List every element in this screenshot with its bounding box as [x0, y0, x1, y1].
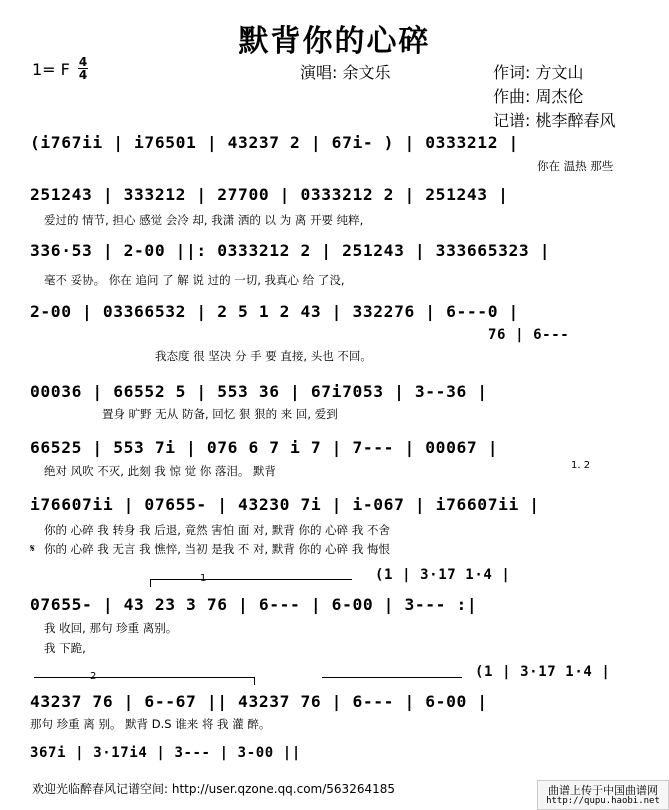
transcriber-credit: 记谱: 桃李醉春风	[493, 111, 616, 130]
watermark-stamp	[537, 780, 669, 810]
notation-line: i76607ii | 07655- | 43230 7i | i-067 | i76607ii |	[30, 495, 540, 514]
lyric-line: 你的 心碎 我 无言 我 憔悴, 当初 是我 不 对, 默背 你的 心碎 我 悔恨	[44, 542, 390, 556]
time-signature	[78, 56, 88, 81]
notation-line: 00036 | 66552 5 | 553 36 | 67i7053 | 3--36 |	[30, 382, 488, 401]
pickup-notes: (1 | 3·17 1·4 |	[375, 567, 511, 583]
notation-line: 2-00 | 03366532 | 2 5 1 2 43 | 332276 | 6---0 |	[30, 302, 519, 321]
composer-credit: 作曲: 周杰伦	[493, 87, 584, 106]
watermark-line-1: 曲谱上传于中国曲谱网	[548, 784, 658, 797]
lyric-line: 毫不 妥协。 你在 追问 了 解 说 过的 一切, 我真心 给 了没,	[44, 273, 345, 287]
coda-bracket	[322, 677, 462, 678]
volta-1-bracket-end	[150, 579, 151, 587]
notation-line: 336·53 | 2-00 ||: 0333212 2 | 251243 | 333665323 |	[30, 241, 551, 260]
volta-1-label: 1	[200, 573, 207, 584]
notation-line: 66525 | 553 7i | 076 6 7 i 7 | 7--- | 00067 |	[30, 438, 499, 457]
time-signature-bottom: 4	[78, 68, 88, 82]
notation-line: (i767ii | i76501 | 43237 2 | 67i- ) | 0333212 |	[30, 133, 519, 152]
lyric-line: 我 下跪,	[44, 641, 86, 655]
notation-line: 43237 76 | 6--67 || 43237 76 | 6--- | 6-00 |	[30, 692, 488, 711]
watermark-line-2: http://qupu.haobi.net	[546, 796, 660, 806]
notation-line: 251243 | 333212 | 27700 | 0333212 2 | 251243 |	[30, 185, 509, 204]
notation-line: 367i | 3·17i4 | 3--- | 3-00 ||	[30, 745, 301, 761]
singer-credit: 演唱: 余文乐	[300, 63, 391, 82]
song-title: 默背你的心碎	[238, 24, 431, 59]
footer-text: 欢迎光临醉春风记谱空间: http://user.qzone.qq.com/563264185	[32, 782, 396, 796]
lyric-line: 我 收回, 那句 珍重 离别。	[44, 621, 178, 635]
volta-1-bracket	[150, 579, 352, 580]
lyric-line: 你在 温热 那些	[537, 159, 614, 173]
lyricist-credit: 作词: 方文山	[493, 63, 584, 82]
lyric-line: 你的 心碎 我 转身 我 后退, 竟然 害怕 面 对, 默背 你的 心碎 我 不舍	[44, 523, 390, 537]
volta-2-bracket	[34, 677, 254, 678]
time-signature-top: 4	[78, 55, 88, 69]
lyric-line: 那句 珍重 离 别。 默背 D.S 谁来 将 我 灌 醉。	[30, 717, 271, 731]
alternate-ending: 76 | 6---	[488, 327, 570, 343]
lyric-line: 绝对 风吹 不灭, 此刻 我 惊 觉 你 落泪。 默背	[44, 464, 277, 478]
key-signature: 1= F	[32, 60, 70, 79]
volta-2-bracket-end	[254, 677, 255, 685]
volta-2-label: 2	[90, 671, 97, 682]
pickup-notes: (1 | 3·17 1·4 |	[475, 664, 611, 680]
lyric-line: 我态度 很 坚决 分 手 要 直接, 头也 不回。	[155, 349, 372, 363]
segno-sign: 𝄋	[30, 541, 35, 555]
notation-line: 07655- | 43 23 3 76 | 6--- | 6-00 | 3--- :|	[30, 595, 478, 614]
lyric-line: 爱过的 情节, 担心 感觉 会冷 却, 我潇 洒的 以 为 离 开要 纯粹,	[44, 213, 364, 227]
lyric-line: 置身 旷野 无从 防备, 回忆 狠 狠的 来 回, 爱到	[102, 407, 338, 421]
repeat-pass-marker: 1. 2	[571, 460, 591, 471]
